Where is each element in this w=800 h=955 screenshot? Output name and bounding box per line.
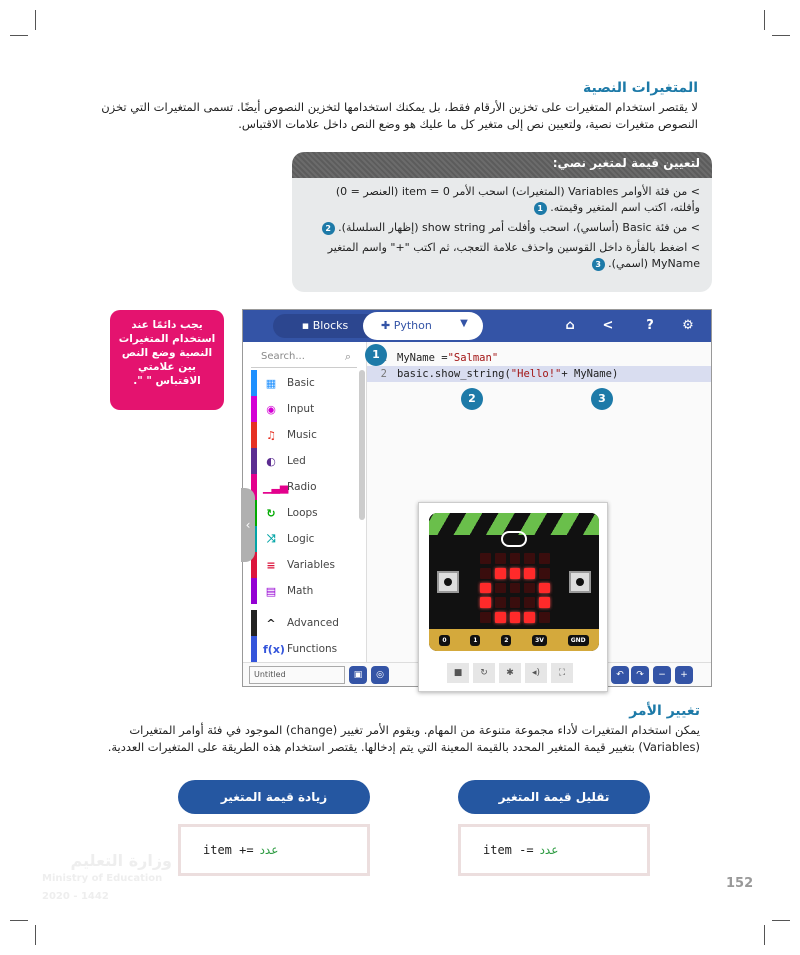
led-pixel [524,553,535,564]
code-line [367,350,711,366]
signal-icon: ▁▃▅ [263,480,289,494]
code-block [458,824,650,876]
led-pixel [539,568,550,579]
crop-mark [35,925,36,945]
debug-icon[interactable]: ✱ [499,663,521,683]
pin-label: 0 [439,635,449,646]
code-string: "Hello!" [510,368,562,380]
change-title: تغيير الأمر [629,703,700,719]
category-basic[interactable] [251,370,359,396]
share-icon[interactable]: < [602,318,614,333]
pin-label: 3V [532,635,547,646]
card-heading: تقليل قيمة المتغير [458,780,650,814]
led-pixel [495,597,506,608]
search-input[interactable] [251,346,357,368]
shuffle-icon: ⤨ [266,532,276,545]
watermark-text: وزارة التعليم [70,851,172,870]
help-icon[interactable]: ? [646,318,654,333]
zoom-out-icon[interactable]: − [653,666,671,684]
category-logic[interactable] [251,526,359,552]
step-item [292,240,712,272]
watermark-text: Ministry of Education [42,873,163,884]
python-icon: ✚ [381,319,394,332]
code-text: + MyName) [561,368,619,380]
mute-icon[interactable]: ◂) [525,663,547,683]
simulator-controls [447,663,581,683]
led-pixel [480,597,491,608]
pin-label: 1 [470,635,480,646]
target-icon: ◉ [266,402,276,416]
category-label: Led [287,455,306,467]
led-pixel [524,612,535,623]
microbit-board [429,513,599,651]
led-pixel [510,597,521,608]
category-advanced[interactable] [251,610,359,636]
change-paragraph: يمكن استخدام المتغيرات لأداء مجموعة متنوعة من المهام. ويقوم الأمر تغيير (change) الموجود في فئة أوامر المتغيرات (Variables) بتغيير قيمة المتغير المحدد بالقيمة المعينة التي يتم إدخالها. يقتصر استخدام هذه الطريقة على المتغيرات العددية. [107,723,700,754]
category-label: Radio [287,481,317,493]
button-a[interactable] [437,571,459,593]
button-b[interactable] [569,571,591,593]
pin-strip [429,629,599,651]
led-pixel [510,612,521,623]
led-pixel [495,553,506,564]
redo-icon[interactable]: ↷ [631,666,649,684]
step-item [292,184,712,216]
category-math[interactable] [251,578,359,604]
code-block [178,824,370,876]
step-badge: 3 [592,258,605,271]
card-heading: زيادة قيمة المتغير [178,780,370,814]
step-marker: 1 [365,344,387,366]
led-pixel [495,612,506,623]
category-radio[interactable] [251,474,359,500]
fullscreen-icon[interactable]: ⛶ [551,663,573,683]
category-label: Functions [287,643,338,655]
code-text: item -= [483,843,534,857]
collapse-handle[interactable]: ‹ [241,488,255,562]
led-pixel [480,583,491,594]
step-text: > من فئة الأوامر Variables (المتغيرات) اسحب الأمر item = 0 (العنصر = 0) وأفلته، اكتب اسم المتغير وقيمته. [335,185,700,214]
code-text: item += [203,843,254,857]
led-pixel [539,612,550,623]
chevron-down-icon[interactable]: ▼ [460,318,468,329]
search-placeholder: Search... [261,351,305,362]
touch-logo-icon[interactable] [501,531,527,547]
category-label: Advanced [287,617,339,629]
led-pixel [510,568,521,579]
calculator-icon: ▤ [265,584,277,598]
chevron-up-icon: ^ [266,616,276,630]
step-text: > من فئة Basic (أساسي)، اسحب وأفلت أمر show string (إظهار السلسلة). [338,221,700,234]
pin-label: GND [568,635,589,646]
led-pixel [480,553,491,564]
steps-heading: لتعيين قيمة لمتغير نصي: [292,152,712,178]
github-icon[interactable]: ◎ [371,666,389,684]
code-line [367,366,711,382]
step-marker: 2 [461,388,483,410]
crop-mark [772,35,790,36]
toolbox-scrollbar[interactable] [359,370,365,520]
step-marker: 3 [591,388,613,410]
crop-mark [10,35,28,36]
page-number: 152 [726,876,754,891]
category-list [251,370,359,662]
category-label: Loops [287,507,318,519]
toggle-icon: ◐ [266,454,276,468]
decrease-variable-card [458,780,650,876]
save-icon[interactable]: ▣ [349,666,367,684]
search-icon: ⌕ [344,350,351,363]
steps-box [292,152,712,292]
stop-icon[interactable]: ■ [447,663,469,683]
led-pixel [510,583,521,594]
toolbox-sidebar [243,342,367,662]
increase-variable-card [178,780,370,876]
step-text: > اضغط بالفأرة داخل القوسين واحذف علامة التعجب، ثم اكتب "+" واسم المتغير MyName (اسمي). [327,241,700,270]
crop-mark [764,10,765,30]
category-label: Basic [287,377,315,389]
led-pixel [524,597,535,608]
category-functions[interactable] [251,636,359,662]
category-label: Logic [287,533,315,545]
step-badge: 1 [534,202,547,215]
pin-label: 2 [501,635,511,646]
led-pixel [539,597,550,608]
code-string: "Salman" [447,352,499,364]
led-matrix [480,553,550,623]
note-callout: يجب دائمًا عند استخدام المتغيرات النصية وضع النص بين علامتي الاقتباس " ". [110,310,224,410]
undo-icon[interactable]: ↶ [611,666,629,684]
blocks-icon: ▪ [301,319,313,332]
loop-icon: ↻ [266,506,276,520]
tab-python-label: Python [393,319,432,332]
category-loops[interactable] [251,500,359,526]
crop-mark [35,10,36,30]
grid-icon: ▦ [265,376,277,390]
category-label: Math [287,585,314,597]
category-label: Variables [287,559,335,571]
category-label: Input [287,403,315,415]
led-pixel [539,583,550,594]
led-pixel [480,568,491,579]
led-pixel [524,568,535,579]
function-icon: f(x) [263,642,285,656]
tab-blocks-label: Blocks [312,319,349,332]
category-input[interactable] [251,396,359,422]
section-title: المتغيرات النصية [583,80,698,96]
crop-mark [772,920,790,921]
crop-mark [764,925,765,945]
category-variables[interactable] [251,552,359,578]
code-text: MyName = [397,352,448,364]
gear-icon[interactable]: ⚙ [682,318,694,333]
line-number: 2 [380,368,387,380]
microbit-simulator [418,502,608,692]
tab-blocks[interactable] [273,314,377,338]
led-pixel [510,553,521,564]
number-placeholder: عدد [539,843,559,857]
led-pixel [524,583,535,594]
number-placeholder: عدد [259,843,279,857]
led-pixel [480,612,491,623]
led-pixel [495,583,506,594]
crop-mark [10,920,28,921]
category-led[interactable] [251,448,359,474]
zoom-in-icon[interactable]: + [675,666,693,684]
intro-paragraph: لا يقتصر استخدام المتغيرات على تخزين الأرقام فقط، بل يمكنك استخدامها لتخزين النصوص أيضًا. تسمى المتغيرات التي تخزن النصوص متغيرات نصية، ولتعيين نص إلى متغير كل ما عليك هو وضع النص داخل علامات الاقتباس. [101,100,698,131]
restart-icon[interactable]: ↻ [473,663,495,683]
lines-icon: ≡ [266,558,276,572]
category-label: Music [287,429,317,441]
headphones-icon: ♫ [266,428,276,442]
led-pixel [495,568,506,579]
watermark-text: 2020 - 1442 [42,891,109,902]
editor-topbar [243,310,711,342]
ministry-watermark [42,852,172,906]
code-text: basic.show_string( [397,368,511,380]
home-icon[interactable]: ⌂ [565,318,575,333]
category-music[interactable] [251,422,359,448]
step-item [292,220,712,236]
step-badge: 2 [322,222,335,235]
project-name-input[interactable]: Untitled [249,666,345,684]
led-pixel [539,553,550,564]
